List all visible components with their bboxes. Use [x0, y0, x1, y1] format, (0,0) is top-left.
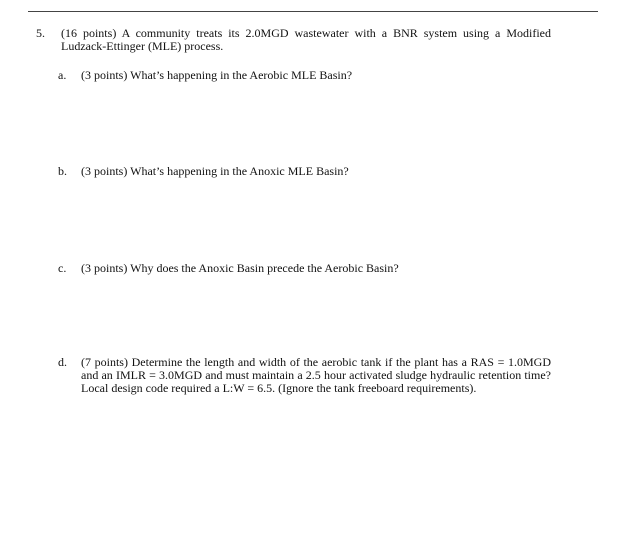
part-b-text: (3 points) What’s happening in the Anoxic MLE Basin? — [81, 164, 349, 178]
top-rule — [28, 11, 598, 12]
part-a-label: a. — [58, 68, 67, 82]
part-b-label: b. — [58, 164, 67, 178]
part-d-text: (7 points) Determine the length and width of the aerobic tank if the plant has a RAS = 1.0MGD and an IMLR = 3.0MGD and must maintain a 2.5 hour activated sludge hydraulic retention time? Local design code required a L:W = 6.5. (Ignore the tank freeboard requirements). — [81, 355, 551, 395]
part-d-label: d. — [58, 355, 67, 369]
part-c-label: c. — [58, 261, 67, 275]
part-c-text: (3 points) Why does the Anoxic Basin precede the Aerobic Basin? — [81, 261, 399, 275]
question-number: 5. — [36, 26, 45, 40]
question-text: (16 points) A community treats its 2.0MGD wastewater with a BNR system using a Modified Ludzack-Ettinger (MLE) process. — [61, 26, 551, 53]
part-a-text: (3 points) What’s happening in the Aerobic MLE Basin? — [81, 68, 353, 82]
